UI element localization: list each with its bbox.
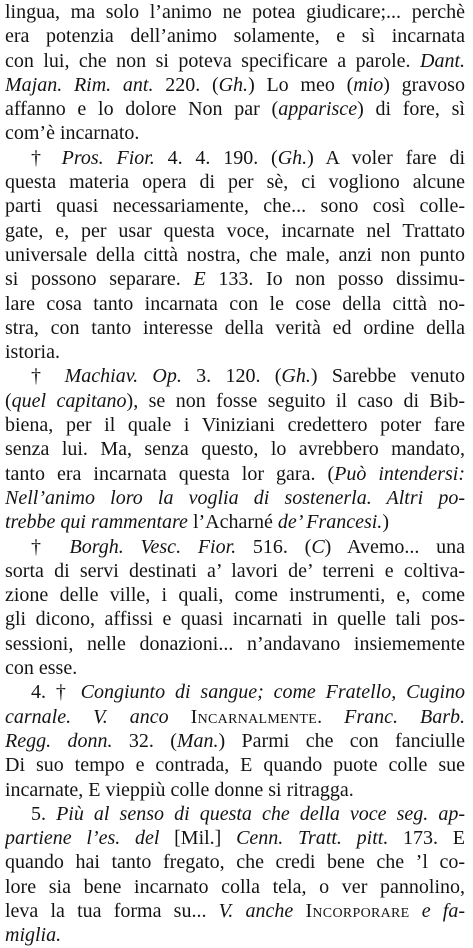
text-line xyxy=(5,219,465,243)
text-segment: sorta di servi destinati a’ lavori de’ terreni e coltiva- xyxy=(5,559,465,582)
text-line xyxy=(5,73,465,97)
text-segment: con esse. xyxy=(5,657,78,680)
text-segment: tanto era incarnata questa lor gara. ( xyxy=(5,462,335,485)
text-line xyxy=(5,24,465,48)
text-segment: lare cosa tanto incarnata con le cose della città no- xyxy=(5,292,465,315)
text-line xyxy=(5,753,465,777)
text-line xyxy=(5,510,465,534)
italic-text: trebbe qui rammentare xyxy=(5,511,188,534)
text-line xyxy=(5,535,465,559)
text-segment: † xyxy=(31,365,65,388)
text-segment: 173. E xyxy=(388,827,465,850)
text-line xyxy=(5,97,465,121)
text-segment: questa materia opera di per sè, ci vogliono alcune xyxy=(5,171,465,194)
italic-text: Nell’animo loro la voglia di sostenerla. Altri po- xyxy=(5,486,465,509)
smallcaps-text: Incorporare xyxy=(305,899,410,922)
text-segment: ), se non fosse seguito il caso di Bib- xyxy=(126,389,465,412)
text-segment: 4. † xyxy=(31,681,81,704)
text-line xyxy=(5,486,465,510)
text-line xyxy=(5,826,465,850)
text-line xyxy=(5,850,465,874)
text-segment: biena, per il quale i Viniziani credettero poter fare xyxy=(5,414,465,437)
text-segment: † xyxy=(31,146,62,169)
text-line xyxy=(5,559,465,583)
text-segment: ) Avemo... una xyxy=(324,535,465,558)
text-segment: leva la tua forma su... xyxy=(5,899,219,922)
text-segment: ) di fore, sì xyxy=(357,98,465,121)
text-segment: ) gravoso xyxy=(383,73,465,96)
text-line xyxy=(5,170,465,194)
italic-text: Gh. xyxy=(277,146,308,169)
italic-text: C xyxy=(311,535,325,558)
text-segment: ) xyxy=(382,511,389,534)
text-segment: 133. Io non posso dissimu- xyxy=(205,268,465,291)
italic-text: Può intendersi: xyxy=(334,462,465,485)
entry-text-column xyxy=(5,0,465,948)
italic-text: e fa- xyxy=(421,899,465,922)
italic-text: Gh. xyxy=(281,365,311,388)
text-segment: 5. xyxy=(31,802,57,825)
italic-text: Man. xyxy=(176,729,219,752)
text-line xyxy=(5,267,465,291)
italic-text: Cenn. Tratt. pitt. xyxy=(236,827,389,850)
italic-text: apparisce xyxy=(278,98,358,121)
italic-text: Borgh. Vesc. Fior. xyxy=(69,535,237,558)
italic-text: partiene l’es. del xyxy=(5,827,160,850)
text-segment: l’Acharné xyxy=(187,511,278,534)
text-segment: ( xyxy=(5,389,12,412)
text-line xyxy=(5,778,465,802)
text-segment: lore sia bene incarnato colla tela, o ver pannolino, xyxy=(5,875,465,898)
text-segment: 3. 120. ( xyxy=(181,365,282,388)
text-line xyxy=(5,121,465,145)
text-line xyxy=(5,194,465,218)
text-segment: 516. ( xyxy=(236,535,312,558)
italic-text: Machiav. Op. xyxy=(64,365,182,388)
text-line xyxy=(5,729,465,753)
text-line xyxy=(5,243,465,267)
text-line xyxy=(5,437,465,461)
text-segment: 220. ( xyxy=(153,73,219,96)
text-segment: zione delle ville, i quali, come instrumenti, e, come xyxy=(5,584,465,607)
text-segment: lingua, ma solo l’animo ne potea giudicare;... perchè xyxy=(5,1,465,23)
text-line xyxy=(5,462,465,486)
italic-text: Franc. Barb. xyxy=(344,705,465,728)
text-segment: universale della città nostra, che male, anzi non punto xyxy=(5,243,465,266)
text-segment: con lui, che non si poteva specificare a parole. xyxy=(5,49,420,72)
text-line xyxy=(5,632,465,656)
text-segment: . xyxy=(317,705,345,728)
text-segment xyxy=(410,900,422,922)
text-line xyxy=(5,0,465,24)
text-segment: senza lui. Ma, senza questo, lo avrebbero mandato, xyxy=(5,438,465,461)
italic-text: Congiunto di sangue; come Fratello, Cugino xyxy=(80,681,465,704)
text-line xyxy=(5,802,465,826)
text-segment: incarnate, E vieppiù colle donne si ritragga. xyxy=(5,778,354,801)
text-segment: gli dicono, affissi e quasi incarnati in quelle tali pos- xyxy=(5,608,465,631)
text-line xyxy=(5,656,465,680)
text-segment: si possono separare. xyxy=(5,268,194,291)
text-segment: affanno e lo dolore Non par ( xyxy=(5,98,279,121)
text-segment: ) A voler fare di xyxy=(307,146,465,169)
italic-text: Più al senso di questa che della voce seg. ap- xyxy=(56,802,465,825)
text-segment: stra, con tanto interesse della verità ed ordine della xyxy=(5,316,465,339)
italic-text: Pros. Fior. xyxy=(61,146,155,169)
text-segment xyxy=(169,706,191,728)
text-line xyxy=(5,899,465,923)
text-segment: gate, e, per usar questa voce, incarnate nel Trattato xyxy=(5,219,465,242)
text-line xyxy=(5,340,465,364)
text-segment: sessioni, nelle donazioni... n’andavano insiememente xyxy=(5,632,465,655)
italic-text: E xyxy=(193,268,206,291)
text-line xyxy=(5,292,465,316)
italic-text: de’ Francesi. xyxy=(277,511,383,534)
text-line xyxy=(5,316,465,340)
text-segment: † xyxy=(31,535,70,558)
italic-text: Gh. xyxy=(218,73,249,96)
text-segment: [Mil.] xyxy=(159,827,237,850)
text-segment: ) Lo meo ( xyxy=(248,73,354,96)
text-segment xyxy=(293,900,305,922)
text-segment: era potenzia dell’animo solamente, e sì incarnata xyxy=(5,25,465,48)
text-line xyxy=(5,146,465,170)
italic-text: Dant. xyxy=(420,49,465,72)
text-line xyxy=(5,705,465,729)
italic-text: Regg. donn. xyxy=(5,729,113,752)
text-line xyxy=(5,413,465,437)
italic-text: miglia. xyxy=(5,924,62,947)
italic-text: quel capitano xyxy=(11,389,127,412)
text-segment: quando hai tanto fregato, che credi bene che ’l co- xyxy=(5,851,465,874)
text-segment: Di suo tempo e contrada, E quando puote colle sue xyxy=(5,754,465,777)
text-segment: ) Sarebbe venuto xyxy=(310,365,465,388)
text-segment: parti quasi necessariamente, che... sono così colle- xyxy=(5,195,465,218)
text-line xyxy=(5,583,465,607)
text-segment: ) Parmi che con fanciulle xyxy=(218,729,465,752)
text-line xyxy=(5,680,465,704)
text-line xyxy=(5,875,465,899)
text-segment: 32. ( xyxy=(112,729,177,752)
text-line xyxy=(5,389,465,413)
text-line xyxy=(5,923,465,947)
text-segment: 4. 4. 190. ( xyxy=(154,146,278,169)
text-segment: istoria. xyxy=(5,341,60,364)
smallcaps-text: Incarnalmente xyxy=(190,705,318,728)
text-line xyxy=(5,49,465,73)
italic-text: Majan. Rim. ant. xyxy=(5,73,154,96)
text-line xyxy=(5,364,465,388)
text-line xyxy=(5,607,465,631)
italic-text: V. anche xyxy=(218,899,294,922)
italic-text: carnale. V. anco xyxy=(5,705,169,728)
italic-text: mio xyxy=(353,73,384,96)
text-segment: com’è incarnato. xyxy=(5,122,140,145)
